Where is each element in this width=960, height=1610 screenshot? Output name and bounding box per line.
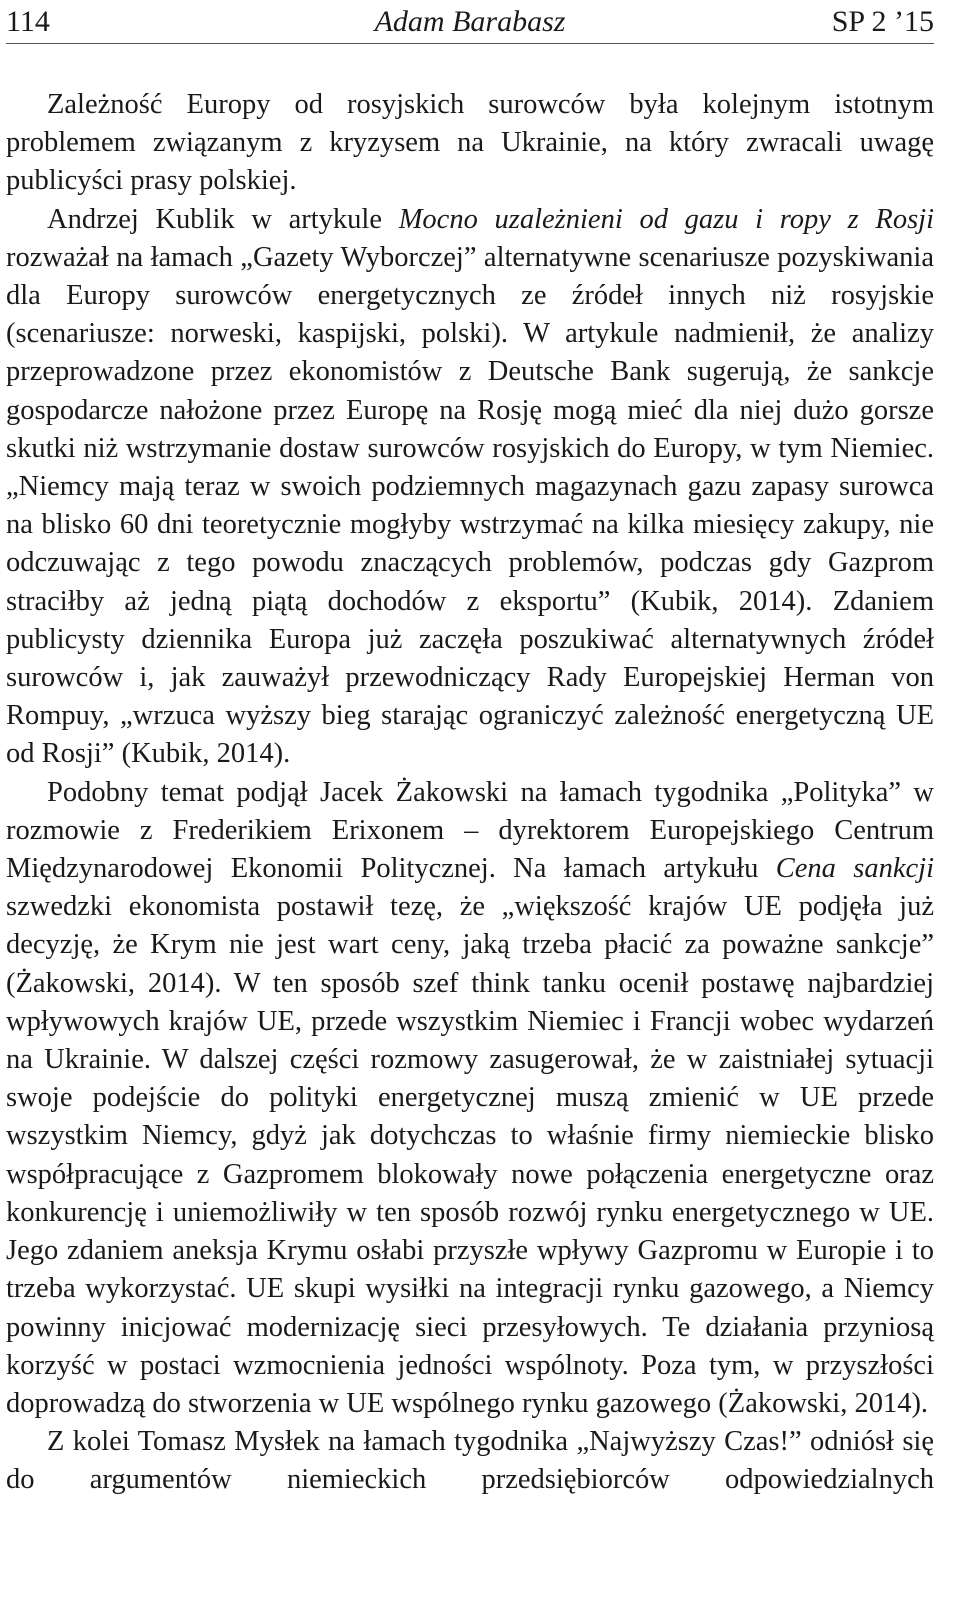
paragraph-4 <box>6 1423 934 1499</box>
article-body <box>6 86 934 1500</box>
page-number: 114 <box>6 5 50 38</box>
running-head <box>6 2 934 42</box>
paragraph-2-text-start: Andrzej Kublik w artykule <box>47 203 399 235</box>
paragraph-1 <box>6 86 934 201</box>
paragraph-4-text: Z kolei Tomasz Mysłek na łamach tygodnika „Najwyższy Czas!” odniósł się do argumentów niemieckich przedsiębiorców odpowiedzialnych <box>6 1426 934 1496</box>
article-title-mocno-uzaleznieni: Mocno uzależnieni od gazu i ropy z Rosji <box>398 203 935 235</box>
paragraph-3-text-start: Podobny temat podjął Jacek Żakowski na łamach tygodnika „Polityka” w rozmowie z Frederikiem Erixonem – dyrektorem Europejskiego Centrum Międzynarodowej Ekonomii Politycznej. Na łamach artykułu <box>6 776 934 885</box>
paragraph-2 <box>6 201 934 774</box>
running-head-journal: SP 2 ’15 <box>831 5 934 38</box>
running-head-author: Adam Barabasz <box>374 5 566 38</box>
paragraph-1-text: Zależność Europy od rosyjskich surowców była kolejnym istotnym problemem związanym z kryzysem na Ukrainie, na który zwracali uwagę publicyści prasy polskiej. <box>6 89 934 197</box>
paragraph-3 <box>6 774 934 1423</box>
header-rule <box>6 43 934 44</box>
paragraph-2-text-rest: rozważał na łamach „Gazety Wyborczej” alternatywne scenariusze pozyskiwania dla Europy surowców energetycznych ze źródeł innych niż rosyjskie (scenariusze: norweski, kaspijski, polski). W artykule nadmienił, że analizy przeprowadzone przez ekonomistów z Deutsche Bank sugerują, że sankcje gospodarcze nałożone przez Europę na Rosję mogą mieć dla niej dużo gorsze skutki niż wstrzymanie dostaw surowców rosyjskich do Europy, w tym Niemiec. „Niemcy mają teraz w swoich podziemnych magazynach gazu zapasy surowca na blisko 60 dni teoretycznie mogłyby wstrzymać na kilka miesięcy zakupy, nie odczuwając z tego powodu znaczących problemów, podczas gdy Gazprom straciłby aż jedną piątą dochodów z eksportu” (Kubik, 2014). Zdaniem publicysty dziennika Europa już zaczęła poszukiwać alternatywnych źródeł surowców i, jak zauważył przewodniczący Rady Europejskiej Herman von Rompuy, „wrzuca wyższy bieg starając ograniczyć zależność energetyczną UE od Rosji” (Kubik, 2014). <box>6 241 934 770</box>
paragraph-3-text-rest: szwedzki ekonomista postawił tezę, że „większość krajów UE podjęła już decyzję, że Krym nie jest wart ceny, jaką trzeba płacić za poważne sankcje” (Żakowski, 2014). W ten sposób szef think tanku ocenił postawę najbardziej wpływowych krajów UE, przede wszystkim Niemiec i Francji wobec wydarzeń na Ukrainie. W dalszej części rozmowy zasugerował, że w zaistniałej sytuacji swoje podejście do polityki energetycznej muszą zmienić w UE przede wszystkim Niemcy, gdyż jak dotychczas to właśnie firmy niemieckie blisko współpracujące z Gazpromem blokowały nowe połączenia energetyczne oraz konkurencję i uniemożliwiły w ten sposób rozwój rynku energetycznego w UE. Jego zdaniem aneksja Krymu osłabi przyszłe wpływy Gazpromu w Europie i to trzeba wykorzystać. UE skupi wysiłki na integracji rynku gazowego, a Niemcy powinny inicjować modernizację sieci przesyłowych. Te działania przyniosą korzyść w postaci wzmocnienia jedności wspólnoty. Poza tym, w przyszłości doprowadzą do stworzenia w UE wspólnego rynku gazowego (Żakowski, 2014). <box>6 891 934 1419</box>
article-title-cena-sankcji: Cena sankcji <box>775 853 934 885</box>
